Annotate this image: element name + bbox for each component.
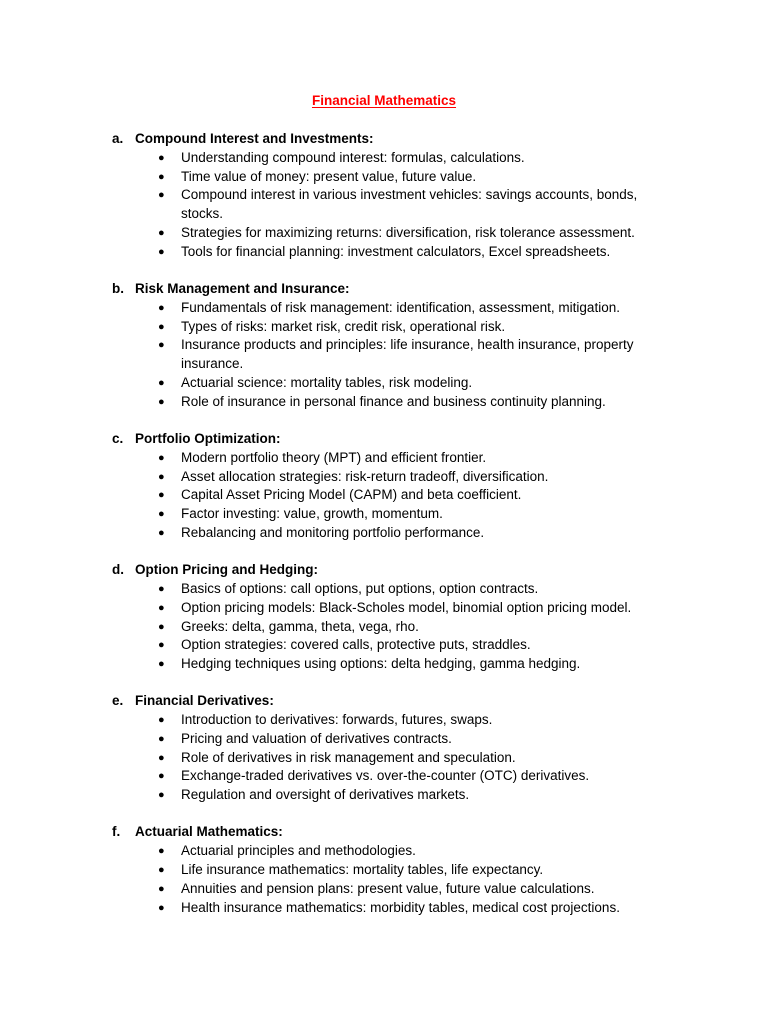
section-title: Risk Management and Insurance:	[135, 280, 350, 296]
list-item	[112, 730, 672, 749]
list-item-text: Rebalancing and monitoring portfolio performance.	[181, 524, 485, 540]
section-letter: a.	[112, 131, 124, 146]
list-item	[112, 374, 672, 393]
bullet-icon: ●	[158, 301, 165, 314]
bullet-icon: ●	[158, 864, 165, 877]
list-item-text: Role of derivatives in risk management and speculation.	[181, 749, 516, 765]
list-item	[112, 186, 672, 224]
bullet-icon: ●	[158, 770, 165, 783]
list-item-text: Greeks: delta, gamma, theta, vega, rho.	[181, 618, 419, 634]
section-e	[112, 692, 672, 805]
bullet-list	[112, 580, 672, 674]
list-item-text: Compound interest in various investment vehicles: savings accounts, bonds, stocks.	[181, 187, 638, 222]
section-heading	[112, 561, 672, 580]
bullet-list	[112, 149, 672, 262]
list-item	[112, 336, 672, 374]
section-d	[112, 561, 672, 674]
section-letter: e.	[112, 693, 124, 709]
bullet-icon: ●	[158, 470, 165, 483]
list-item	[112, 318, 672, 337]
list-item	[112, 486, 672, 505]
section-heading	[112, 130, 672, 149]
list-item	[112, 299, 672, 318]
list-item-text: Health insurance mathematics: morbidity tables, medical cost projections.	[181, 899, 620, 915]
bullet-icon: ●	[158, 395, 165, 408]
bullet-icon: ●	[158, 639, 165, 652]
bullet-list	[112, 299, 672, 412]
list-item-text: Actuarial principles and methodologies.	[181, 843, 416, 859]
list-item	[112, 711, 672, 730]
bullet-icon: ●	[158, 751, 165, 764]
bullet-icon: ●	[158, 582, 165, 595]
list-item-text: Hedging techniques using options: delta hedging, gamma hedging.	[181, 656, 581, 672]
section-letter: c.	[112, 430, 124, 446]
section-letter: b.	[112, 280, 124, 296]
bullet-icon: ●	[158, 789, 165, 802]
list-item-text: Option strategies: covered calls, protective puts, straddles.	[181, 637, 531, 653]
list-item-text: Time value of money: present value, future value.	[181, 168, 477, 184]
list-item	[112, 580, 672, 599]
list-item-text: Types of risks: market risk, credit risk, operational risk.	[181, 318, 506, 334]
bullet-list	[112, 449, 672, 543]
bullet-list	[112, 711, 672, 805]
bullet-icon: ●	[158, 376, 165, 389]
list-item	[112, 168, 672, 187]
list-item	[112, 449, 672, 468]
list-item-text: Basics of options: call options, put options, option contracts.	[181, 580, 539, 596]
section-heading	[112, 430, 672, 449]
bullet-icon: ●	[158, 732, 165, 745]
section-heading	[112, 823, 672, 842]
list-item	[112, 599, 672, 618]
list-item-text: Actuarial science: mortality tables, risk modeling.	[181, 374, 473, 390]
list-item	[112, 861, 672, 880]
list-item	[112, 767, 672, 786]
section-a	[112, 130, 672, 262]
section-title: Financial Derivatives:	[135, 693, 274, 709]
list-item-text: Introduction to derivatives: forwards, futures, swaps.	[181, 712, 493, 728]
bullet-icon: ●	[158, 245, 165, 258]
section-title: Actuarial Mathematics:	[135, 824, 283, 840]
bullet-icon: ●	[158, 845, 165, 858]
list-item	[112, 786, 672, 805]
bullet-icon: ●	[158, 170, 165, 183]
section-heading	[112, 280, 672, 299]
section-list	[112, 130, 672, 936]
list-item-text: Modern portfolio theory (MPT) and efficient frontier.	[181, 449, 487, 465]
list-item-text: Factor investing: value, growth, momentum.	[181, 506, 443, 522]
list-item-text: Capital Asset Pricing Model (CAPM) and beta coefficient.	[181, 487, 522, 503]
bullet-icon: ●	[158, 226, 165, 239]
section-title: Portfolio Optimization:	[135, 430, 281, 446]
section-c	[112, 430, 672, 543]
list-item-text: Asset allocation strategies: risk-return tradeoff, diversification.	[181, 468, 549, 484]
list-item-text: Insurance products and principles: life insurance, health insurance, property insurance.	[181, 337, 634, 372]
section-title: Compound Interest and Investments:	[135, 131, 374, 146]
list-item	[112, 618, 672, 637]
list-item-text: Role of insurance in personal finance and business continuity planning.	[181, 393, 606, 409]
list-item	[112, 880, 672, 899]
list-item	[112, 842, 672, 861]
list-item-text: Exchange-traded derivatives vs. over-the-counter (OTC) derivatives.	[181, 768, 590, 784]
section-b	[112, 280, 672, 412]
section-heading	[112, 692, 672, 711]
list-item	[112, 243, 672, 262]
list-item-text: Strategies for maximizing returns: diversification, risk tolerance assessment.	[181, 224, 635, 240]
list-item-text: Pricing and valuation of derivatives contracts.	[181, 730, 452, 746]
list-item	[112, 655, 672, 674]
bullet-list	[112, 842, 672, 917]
list-item-text: Life insurance mathematics: mortality tables, life expectancy.	[181, 862, 544, 878]
bullet-icon: ●	[158, 714, 165, 727]
list-item-text: Regulation and oversight of derivatives markets.	[181, 787, 470, 803]
list-item-text: Understanding compound interest: formulas, calculations.	[181, 149, 525, 165]
list-item	[112, 224, 672, 243]
bullet-icon: ●	[158, 339, 165, 352]
bullet-icon: ●	[158, 320, 165, 333]
list-item-text: Option pricing models: Black-Scholes model, binomial option pricing model.	[181, 599, 632, 615]
bullet-icon: ●	[158, 601, 165, 614]
bullet-icon: ●	[158, 658, 165, 671]
list-item-text: Annuities and pension plans: present value, future value calculations.	[181, 880, 595, 896]
list-item	[112, 524, 672, 543]
list-item	[112, 393, 672, 412]
section-letter: d.	[112, 562, 124, 578]
bullet-icon: ●	[158, 508, 165, 521]
section-title: Option Pricing and Hedging:	[135, 562, 318, 578]
list-item	[112, 636, 672, 655]
bullet-icon: ●	[158, 620, 165, 633]
bullet-icon: ●	[158, 151, 165, 164]
section-f	[112, 823, 672, 917]
document-title: Financial Mathematics	[311, 93, 457, 108]
list-item	[112, 149, 672, 168]
section-letter: f.	[112, 824, 121, 840]
list-item	[112, 468, 672, 487]
bullet-icon: ●	[158, 189, 165, 202]
bullet-icon: ●	[158, 901, 165, 914]
list-item	[112, 505, 672, 524]
list-item-text: Tools for financial planning: investment calculators, Excel spreadsheets.	[181, 243, 611, 259]
bullet-icon: ●	[158, 489, 165, 502]
list-item	[112, 899, 672, 918]
bullet-icon: ●	[158, 526, 165, 539]
list-item	[112, 749, 672, 768]
bullet-icon: ●	[158, 882, 165, 895]
bullet-icon: ●	[158, 451, 165, 464]
list-item-text: Fundamentals of risk management: identification, assessment, mitigation.	[181, 299, 620, 315]
